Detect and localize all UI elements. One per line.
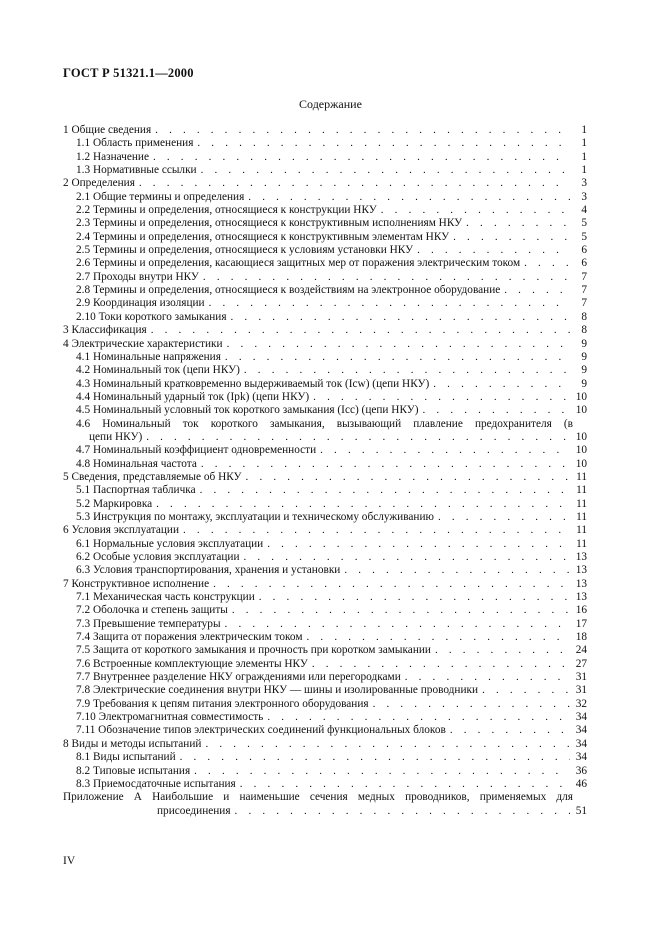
toc-entry-title: 6 Условия эксплуатации bbox=[63, 524, 180, 537]
toc-leader-dots bbox=[466, 217, 570, 230]
toc-leader-dots bbox=[201, 164, 570, 177]
toc-leader-dots bbox=[235, 805, 570, 818]
toc-entry[interactable] bbox=[63, 684, 587, 697]
toc-entry-page: 18 bbox=[575, 631, 587, 644]
toc-entry[interactable] bbox=[63, 364, 587, 377]
toc-leader-dots bbox=[156, 498, 570, 511]
toc-entry-page: 17 bbox=[575, 617, 587, 630]
toc-entry[interactable] bbox=[63, 378, 587, 391]
toc-entry-title: 3 Классификация bbox=[63, 324, 147, 337]
toc-entry-title: 6.3 Условия транспортирования, хранения и установки bbox=[76, 564, 341, 577]
toc-entry-page: 9 bbox=[581, 377, 587, 390]
toc-entry-page: 34 bbox=[575, 711, 587, 724]
toc-entry-page: 11 bbox=[576, 510, 587, 523]
toc-entry-title: 2.3 Термины и определения, относящиеся к конструктивным исполнениям НКУ bbox=[76, 217, 463, 230]
toc-entry-title: 6.2 Особые условия эксплуатации bbox=[76, 551, 240, 563]
toc-leader-dots bbox=[313, 391, 570, 404]
toc-leader-dots bbox=[435, 644, 570, 657]
toc-leader-dots bbox=[153, 151, 570, 164]
toc-leader-dots bbox=[194, 765, 570, 778]
toc-entry-title: 5.2 Маркировка bbox=[76, 497, 153, 510]
toc-entry-title: 1.1 Область применения bbox=[76, 137, 194, 150]
toc-entry-title: 7.4 Защита от поражения электрическим током bbox=[76, 631, 303, 644]
toc-entry[interactable] bbox=[63, 458, 587, 471]
toc-leader-dots bbox=[248, 191, 570, 204]
toc-leader-dots bbox=[504, 284, 570, 297]
toc-leader-dots bbox=[244, 551, 571, 564]
toc-entry[interactable] bbox=[63, 164, 587, 177]
toc-entry-title: 1.2 Назначение bbox=[76, 150, 149, 163]
toc-entry-title: 7.2 Оболочка и степень защиты bbox=[76, 604, 228, 617]
toc-entry[interactable] bbox=[63, 751, 587, 764]
toc-leader-dots bbox=[320, 444, 570, 457]
toc-entry-title: 2.5 Термины и определения, относящиеся к условиям установки НКУ bbox=[76, 244, 414, 257]
toc-entry[interactable] bbox=[63, 391, 587, 404]
toc-entry[interactable] bbox=[63, 698, 587, 711]
toc-entry-title: цепи НКУ) bbox=[89, 430, 143, 443]
toc-entry-page: 11 bbox=[576, 537, 587, 550]
toc-entry-page: 5 bbox=[581, 217, 587, 230]
toc-entry[interactable] bbox=[63, 204, 587, 217]
toc-leader-dots bbox=[307, 631, 570, 644]
toc-entry-page: 1 bbox=[581, 137, 587, 150]
toc-entry[interactable] bbox=[63, 658, 587, 671]
toc-entry[interactable] bbox=[63, 311, 587, 324]
toc-entry[interactable] bbox=[63, 284, 587, 297]
toc-leader-dots bbox=[423, 404, 570, 417]
toc-entry-page: 13 bbox=[575, 551, 587, 563]
toc-leader-dots bbox=[453, 231, 570, 244]
toc-entry[interactable] bbox=[63, 151, 587, 164]
toc-entry-page: 34 bbox=[575, 737, 587, 750]
toc-leader-dots bbox=[180, 751, 570, 764]
toc-leader-dots bbox=[146, 431, 570, 444]
toc-leader-dots bbox=[203, 271, 570, 284]
toc-entry[interactable] bbox=[63, 765, 587, 778]
toc-leader-dots bbox=[225, 351, 570, 364]
toc-entry-page: 11 bbox=[576, 484, 587, 497]
toc-entry-title: 8.3 Приемосдаточные испытания bbox=[76, 777, 236, 790]
toc-entry[interactable] bbox=[63, 524, 587, 537]
toc-entry-page: 9 bbox=[581, 350, 587, 363]
toc-entry[interactable] bbox=[63, 724, 587, 737]
toc-leader-dots bbox=[267, 711, 570, 724]
toc-leader-dots bbox=[183, 524, 570, 537]
toc-entry-page: 10 bbox=[575, 430, 587, 443]
toc-entry-page: 11 bbox=[576, 470, 587, 483]
toc-leader-dots bbox=[405, 671, 570, 684]
toc-leader-dots bbox=[205, 738, 570, 751]
toc-entry-page: 10 bbox=[575, 390, 587, 403]
toc-entry[interactable] bbox=[63, 418, 587, 431]
toc-entry-title: 4.2 Номинальный ток (цепи НКУ) bbox=[76, 364, 240, 377]
toc-entry-title: 7.1 Механическая часть конструкции bbox=[76, 591, 255, 604]
toc-leader-dots bbox=[246, 471, 570, 484]
toc-entry[interactable] bbox=[63, 591, 587, 604]
toc-leader-dots bbox=[450, 724, 570, 737]
toc-entry-page: 32 bbox=[575, 697, 587, 710]
toc-leader-dots bbox=[201, 458, 570, 471]
toc-entry[interactable] bbox=[63, 644, 587, 657]
toc-entry-title: 7.10 Электромагнитная совместимость bbox=[76, 711, 264, 724]
toc-entry-page: 9 bbox=[581, 364, 587, 377]
toc-leader-dots bbox=[225, 618, 570, 631]
toc-entry-page: 31 bbox=[575, 684, 587, 697]
toc-entry-page: 1 bbox=[581, 124, 587, 136]
toc-leader-dots bbox=[267, 538, 570, 551]
toc-entry-page: 1 bbox=[581, 150, 587, 163]
page-number-footer: IV bbox=[63, 855, 76, 867]
toc-entry-title: 4.6 Номинальный ток короткого замыкания, вызывающий плавление предохранителя (в bbox=[76, 417, 573, 430]
toc-entry[interactable] bbox=[63, 711, 587, 724]
toc-entry-page: 13 bbox=[575, 577, 587, 590]
toc-entry[interactable] bbox=[63, 484, 587, 497]
toc-entry-title: 2.2 Термины и определения, относящиеся к конструкции НКУ bbox=[76, 204, 377, 217]
toc-entry-page: 16 bbox=[575, 604, 587, 617]
toc-entry-title: 4.1 Номинальные напряжения bbox=[76, 350, 221, 363]
toc-entry[interactable] bbox=[63, 231, 587, 244]
toc-entry-title: 7.11 Обозначение типов электрических соединений функциональных блоков bbox=[76, 724, 446, 737]
toc-leader-dots bbox=[259, 591, 570, 604]
toc-entry[interactable] bbox=[63, 137, 587, 150]
toc-entry-title: 7.5 Защита от короткого замыкания и прочность при коротком замыкании bbox=[76, 644, 431, 657]
toc-entry[interactable] bbox=[63, 351, 587, 364]
toc-entry[interactable] bbox=[63, 404, 587, 417]
toc-entry-title: 4.3 Номинальный кратковременно выдерживаемый ток (Icw) (цепи НКУ) bbox=[76, 377, 430, 390]
toc-entry-page: 8 bbox=[581, 310, 587, 323]
toc-entry-title: 2.9 Координация изоляции bbox=[76, 297, 205, 310]
table-of-contents bbox=[63, 124, 587, 818]
toc-leader-dots bbox=[433, 378, 570, 391]
toc-entry[interactable] bbox=[63, 738, 587, 751]
toc-entry-title: 2.6 Термины и определения, касающиеся защитных мер от поражения электрическим током bbox=[76, 257, 521, 270]
toc-leader-dots bbox=[155, 124, 570, 137]
toc-entry[interactable] bbox=[63, 191, 587, 204]
toc-entry[interactable] bbox=[63, 177, 587, 190]
toc-entry-title: 7.9 Требования к цепям питания электронного оборудования bbox=[76, 697, 369, 710]
toc-entry-page: 24 bbox=[575, 644, 587, 657]
toc-entry-title: 8.1 Виды испытаний bbox=[76, 751, 176, 764]
toc-leader-dots bbox=[213, 578, 570, 591]
toc-entry[interactable] bbox=[63, 551, 587, 564]
toc-entry[interactable] bbox=[63, 538, 587, 551]
toc-entry-page: 9 bbox=[581, 337, 587, 350]
toc-entry-title: 2.7 Проходы внутри НКУ bbox=[76, 270, 199, 283]
toc-entry-page: 10 bbox=[575, 457, 587, 470]
toc-entry-page: 7 bbox=[581, 297, 587, 310]
toc-entry-title: 4.8 Номинальная частота bbox=[76, 457, 197, 470]
toc-entry-page: 51 bbox=[575, 804, 587, 817]
toc-leader-dots bbox=[244, 364, 570, 377]
toc-entry-title: 7.3 Превышение температуры bbox=[76, 617, 221, 630]
toc-entry-page: 3 bbox=[581, 190, 587, 203]
toc-entry[interactable] bbox=[63, 338, 587, 351]
toc-entry[interactable] bbox=[63, 791, 587, 804]
toc-entry-page: 11 bbox=[576, 497, 587, 510]
toc-entry-page: 34 bbox=[575, 751, 587, 764]
toc-entry-title: 1.3 Нормативные ссылки bbox=[76, 164, 197, 177]
toc-entry-title: 4.5 Номинальный условный ток короткого замыкания (Icc) (цепи НКУ) bbox=[76, 404, 419, 417]
toc-entry-page: 4 bbox=[581, 204, 587, 217]
toc-entry-page: 6 bbox=[581, 257, 587, 270]
toc-entry[interactable] bbox=[63, 271, 587, 284]
toc-leader-dots bbox=[209, 297, 570, 310]
toc-leader-dots bbox=[139, 177, 570, 190]
toc-entry-page: 46 bbox=[575, 777, 587, 790]
toc-entry-page: 13 bbox=[575, 591, 587, 604]
toc-entry-title: 2.10 Токи короткого замыкания bbox=[76, 310, 227, 323]
toc-entry-title: 4 Электрические характеристики bbox=[63, 337, 223, 350]
toc-entry-title: 5.3 Инструкция по монтажу, эксплуатации и техническому обслуживанию bbox=[76, 510, 434, 523]
toc-entry-title: присоединения bbox=[157, 804, 231, 817]
toc-leader-dots bbox=[438, 511, 570, 524]
toc-entry-page: 5 bbox=[581, 230, 587, 243]
toc-entry-page: 11 bbox=[576, 524, 587, 537]
toc-entry[interactable] bbox=[63, 631, 587, 644]
toc-entry-page: 1 bbox=[581, 164, 587, 177]
toc-entry-page: 6 bbox=[581, 244, 587, 257]
toc-entry-title: 7.8 Электрические соединения внутри НКУ — шины и изолированные проводники bbox=[76, 684, 479, 697]
toc-leader-dots bbox=[482, 684, 570, 697]
toc-entry-page: 36 bbox=[575, 764, 587, 777]
toc-entry-page: 10 bbox=[575, 404, 587, 417]
toc-entry-title: 6.1 Нормальные условия эксплуатации bbox=[76, 537, 264, 550]
toc-entry-title: 4.7 Номинальный коэффициент одновременности bbox=[76, 444, 317, 457]
toc-entry[interactable] bbox=[63, 244, 587, 257]
toc-entry[interactable] bbox=[63, 471, 587, 484]
toc-entry-title: 7.6 Встроенные комплектующие элементы НКУ bbox=[76, 657, 308, 670]
document-header: ГОСТ Р 51321.1—2000 bbox=[63, 66, 194, 80]
toc-entry-title: 1 Общие сведения bbox=[63, 124, 152, 136]
toc-entry-title: 4.4 Номинальный ударный ток (Ipk) (цепи НКУ) bbox=[76, 390, 310, 403]
toc-entry-page: 7 bbox=[581, 270, 587, 283]
toc-leader-dots bbox=[524, 257, 570, 270]
toc-entry-title: 5.1 Паспортная табличка bbox=[76, 484, 196, 497]
toc-entry[interactable] bbox=[63, 498, 587, 511]
toc-entry-title: 5 Сведения, представляемые об НКУ bbox=[63, 470, 242, 483]
toc-entry-page: 7 bbox=[581, 284, 587, 297]
toc-entry[interactable] bbox=[63, 564, 587, 577]
toc-entry[interactable] bbox=[63, 511, 587, 524]
toc-leader-dots bbox=[240, 778, 570, 791]
toc-entry[interactable] bbox=[63, 297, 587, 310]
toc-entry-title: Приложение А Наибольшие и наименьшие сечения медных проводников, применяемых для bbox=[63, 791, 573, 804]
toc-leader-dots bbox=[312, 658, 570, 671]
toc-entry[interactable] bbox=[63, 444, 587, 457]
toc-entry[interactable] bbox=[63, 257, 587, 270]
toc-entry-title: 7 Конструктивное исполнение bbox=[63, 577, 210, 590]
toc-entry[interactable] bbox=[63, 431, 587, 444]
toc-entry-title: 2.8 Термины и определения, относящиеся к воздействиям на электронное оборудование bbox=[76, 284, 501, 297]
toc-entry-page: 10 bbox=[575, 444, 587, 457]
toc-entry-title: 2.1 Общие термины и определения bbox=[76, 190, 245, 203]
toc-leader-dots bbox=[232, 604, 570, 617]
toc-entry[interactable] bbox=[63, 578, 587, 591]
toc-leader-dots bbox=[381, 204, 570, 217]
toc-leader-dots bbox=[344, 564, 570, 577]
toc-entry-title: 2 Определения bbox=[63, 177, 135, 190]
toc-leader-dots bbox=[227, 338, 570, 351]
toc-leader-dots bbox=[231, 311, 570, 324]
toc-entry[interactable] bbox=[63, 778, 587, 791]
toc-entry-title: 2.4 Термины и определения, относящиеся к конструктивным элементам НКУ bbox=[76, 230, 450, 243]
toc-entry-page: 8 bbox=[581, 324, 587, 337]
toc-entry-page: 31 bbox=[575, 671, 587, 684]
toc-entry-page: 27 bbox=[575, 657, 587, 670]
toc-entry[interactable] bbox=[63, 805, 587, 818]
toc-entry-title: 7.7 Внутреннее разделение НКУ ограждениями или перегородками bbox=[76, 671, 401, 684]
toc-entry[interactable] bbox=[63, 124, 587, 137]
toc-entry[interactable] bbox=[63, 671, 587, 684]
toc-entry-page: 3 bbox=[581, 177, 587, 190]
toc-entry-title: 8.2 Типовые испытания bbox=[76, 764, 191, 777]
toc-leader-dots bbox=[373, 698, 570, 711]
toc-entry-page: 34 bbox=[575, 724, 587, 737]
toc-leader-dots bbox=[151, 324, 570, 337]
toc-title: Содержание bbox=[299, 97, 362, 111]
toc-entry[interactable] bbox=[63, 618, 587, 631]
toc-entry[interactable] bbox=[63, 217, 587, 230]
toc-entry-page: 13 bbox=[575, 564, 587, 577]
toc-leader-dots bbox=[197, 137, 570, 150]
toc-entry[interactable] bbox=[63, 324, 587, 337]
toc-leader-dots bbox=[417, 244, 570, 257]
toc-entry[interactable] bbox=[63, 604, 587, 617]
toc-leader-dots bbox=[200, 484, 570, 497]
toc-entry-title: 8 Виды и методы испытаний bbox=[63, 737, 202, 750]
